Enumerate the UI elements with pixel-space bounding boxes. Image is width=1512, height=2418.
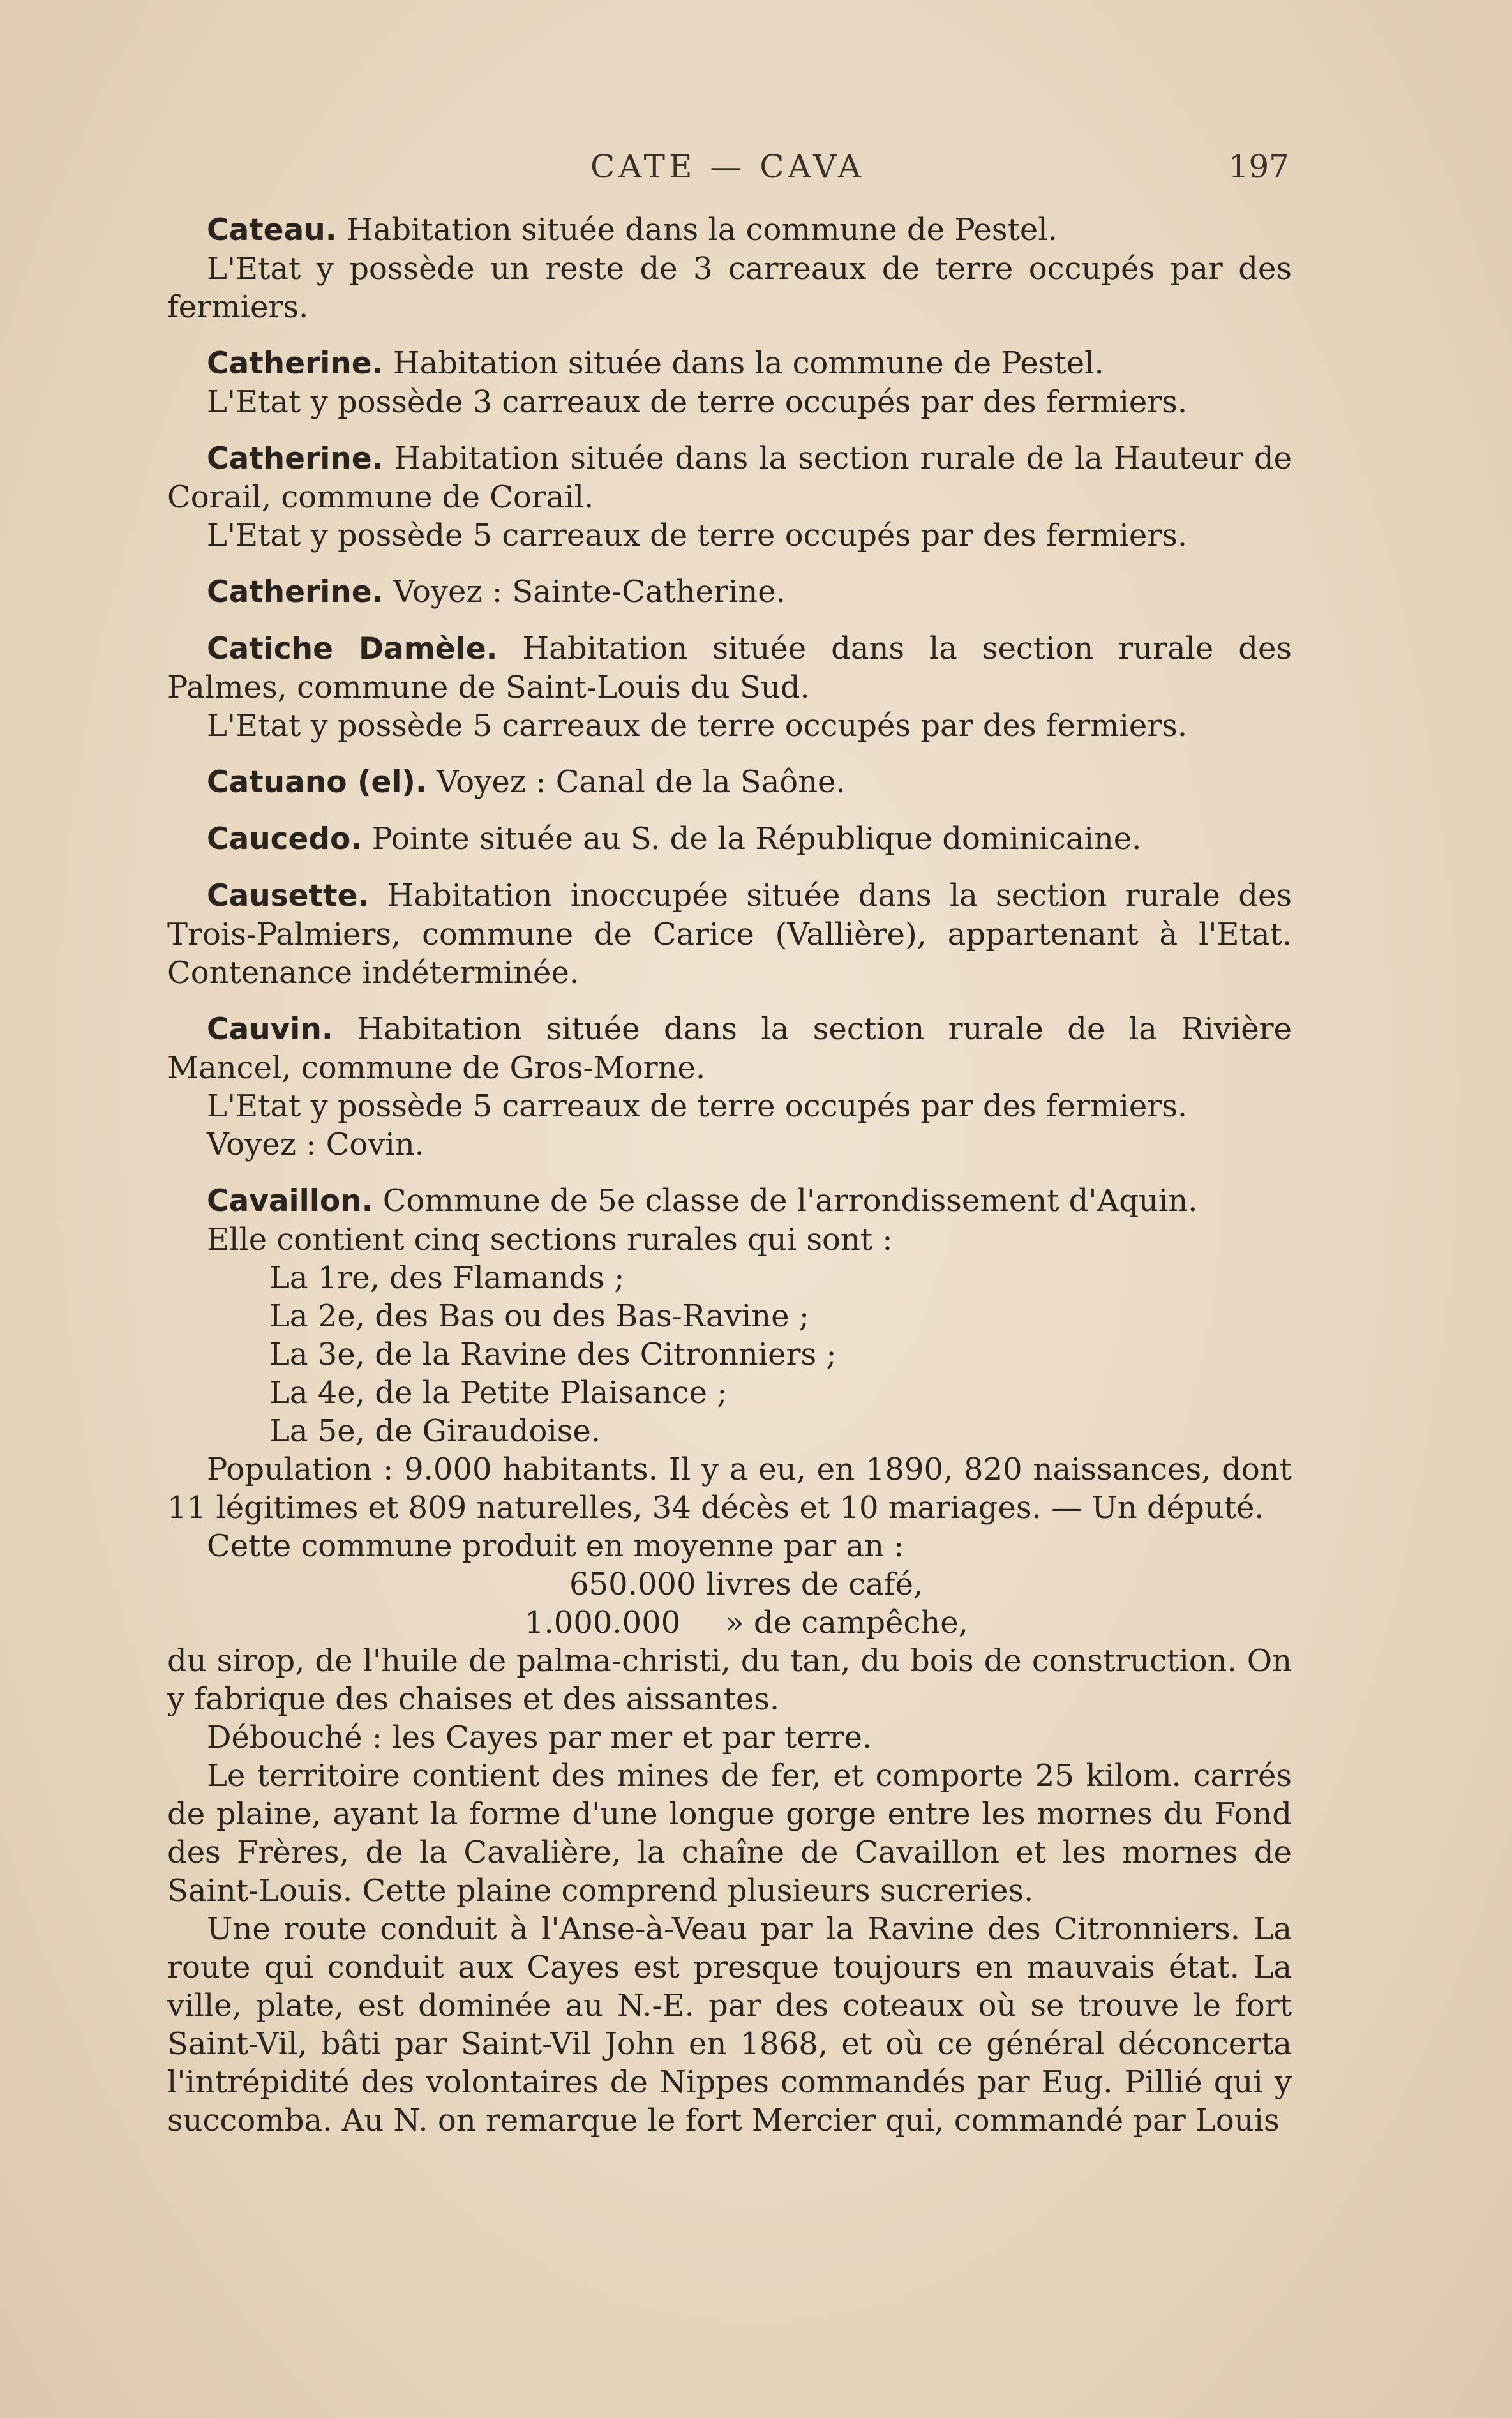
entry-text: Elle contient cinq sections rurales qui sont :	[207, 1222, 893, 1258]
headword: Catherine.	[207, 441, 384, 476]
page-number: 197	[1228, 148, 1289, 185]
entry-text: Habitation située dans la commune de Pestel.	[393, 345, 1104, 381]
debouche-text: Débouché : les Cayes par mer et par terre.	[207, 1720, 872, 1755]
population-text: Population : 9.000 habitants. Il y a eu, en 1890, 820 naissances, dont 11 légitimes et 809 naturelles, 34 décès et 10 mariages. — Un député.	[167, 1452, 1292, 1526]
entry-text: Voyez : Covin.	[207, 1127, 424, 1162]
route-text: Une route conduit à l'Anse-à-Veau par la Ravine des Citronniers. La route qui conduit aux Cayes est presque toujours en mauvais état. La ville, plate, est dominée au N.-E. par des coteaux où se trouve le fort Saint-Vil, bâti par Saint-Vil John en 1868, et où ce général déconcerta l'intrépidité des volontaires de Nippes commandés par Eug. Pillié qui y succomba. Au N. on remarque le fort Mercier qui, commandé par Louis	[167, 1911, 1292, 2138]
production-line-2	[167, 1603, 1292, 1642]
entry-cauvin	[167, 1010, 1292, 1164]
production-item: livres de café,	[705, 1566, 924, 1602]
entry-text: L'Etat y possède 5 carreaux de terre occupés par des fermiers.	[207, 708, 1188, 744]
production-item: » de campêche,	[725, 1605, 968, 1641]
entry-causette	[167, 876, 1292, 992]
entry-text: Habitation située dans la section rurale des Palmes, commune de Saint-Louis du Sud.	[167, 631, 1292, 705]
entry-catuano	[167, 763, 1292, 802]
entry-caucedo	[167, 820, 1292, 859]
entry-text: L'Etat y possède 3 carreaux de terre occupés par des fermiers.	[207, 384, 1188, 420]
entry-catherine-3	[167, 573, 1292, 612]
headword: Cavaillon.	[207, 1183, 373, 1219]
dictionary-content	[167, 211, 1292, 2158]
headword: Catherine.	[207, 574, 384, 610]
entry-text: Pointe située au S. de la République dominicaine.	[371, 821, 1142, 857]
entry-text: L'Etat y possède un reste de 3 carreaux de terre occupés par des fermiers.	[167, 251, 1292, 325]
entry-catiche-damele	[167, 629, 1292, 745]
list-item: La 1re, des Flamands ;	[269, 1260, 625, 1296]
headword: Catherine.	[207, 346, 384, 381]
production-line-1	[167, 1565, 1292, 1603]
entry-text: Habitation inoccupée située dans la section rurale des Trois-Palmiers, commune de Carice (Vallière), appartenant à l'Etat. Contenance indéterminée.	[167, 878, 1292, 991]
entry-text: Habitation située dans la section rurale de la Rivière Mancel, commune de Gros-Morne.	[167, 1011, 1292, 1086]
headword: Catuano (el).	[207, 765, 427, 800]
list-item: La 2e, des Bas ou des Bas-Ravine ;	[269, 1298, 809, 1334]
list-item: La 4e, de la Petite Plaisance ;	[269, 1375, 728, 1411]
header-title: CATE — CAVA	[590, 148, 865, 185]
territoire-text: Le territoire contient des mines de fer, et comporte 25 kilom. carrés de plaine, ayant la forme d'une longue gorge entre les mornes du Fond des Frères, de la Cavalière, la chaîne de Cavaillon et les mornes de Saint-Louis. Cette plaine comprend plusieurs sucreries.	[167, 1758, 1292, 1909]
entry-text: Habitation située dans la section rurale de la Hauteur de Corail, commune de Corail.	[167, 440, 1292, 515]
entry-text: Commune de 5e classe de l'arrondissement d'Aquin.	[382, 1183, 1198, 1219]
entry-cateau	[167, 211, 1292, 326]
entry-text: Voyez : Canal de la Saône.	[437, 764, 846, 800]
entry-catherine-2	[167, 439, 1292, 555]
headword: Catiche Damèle.	[207, 631, 498, 666]
headword: Cateau.	[207, 213, 337, 248]
headword: Causette.	[207, 878, 370, 913]
entry-text: L'Etat y possède 5 carreaux de terre occupés par des fermiers.	[207, 518, 1188, 553]
list-item: La 3e, de la Ravine des Citronniers ;	[269, 1337, 837, 1372]
entry-text: L'Etat y possède 5 carreaux de terre occupés par des fermiers.	[207, 1088, 1188, 1124]
entry-cavaillon	[167, 1182, 1292, 2140]
production-intro: Cette commune produit en moyenne par an :	[207, 1528, 904, 1564]
entry-catherine-1	[167, 344, 1292, 421]
running-header	[166, 148, 1289, 199]
headword: Cauvin.	[207, 1012, 333, 1047]
section-list	[167, 1259, 1292, 1450]
entry-text: Voyez : Sainte-Catherine.	[393, 574, 786, 610]
entry-text: Habitation située dans la commune de Pestel.	[346, 212, 1058, 248]
production-rest: du sirop, de l'huile de palma-christi, du tan, du bois de construction. On y fabrique des chaises et des aissantes.	[167, 1643, 1292, 1717]
production-qty: 650.000	[569, 1566, 696, 1602]
list-item: La 5e, de Giraudoise.	[269, 1413, 601, 1449]
headword: Caucedo.	[207, 822, 363, 857]
production-qty: 1.000.000	[525, 1605, 681, 1641]
